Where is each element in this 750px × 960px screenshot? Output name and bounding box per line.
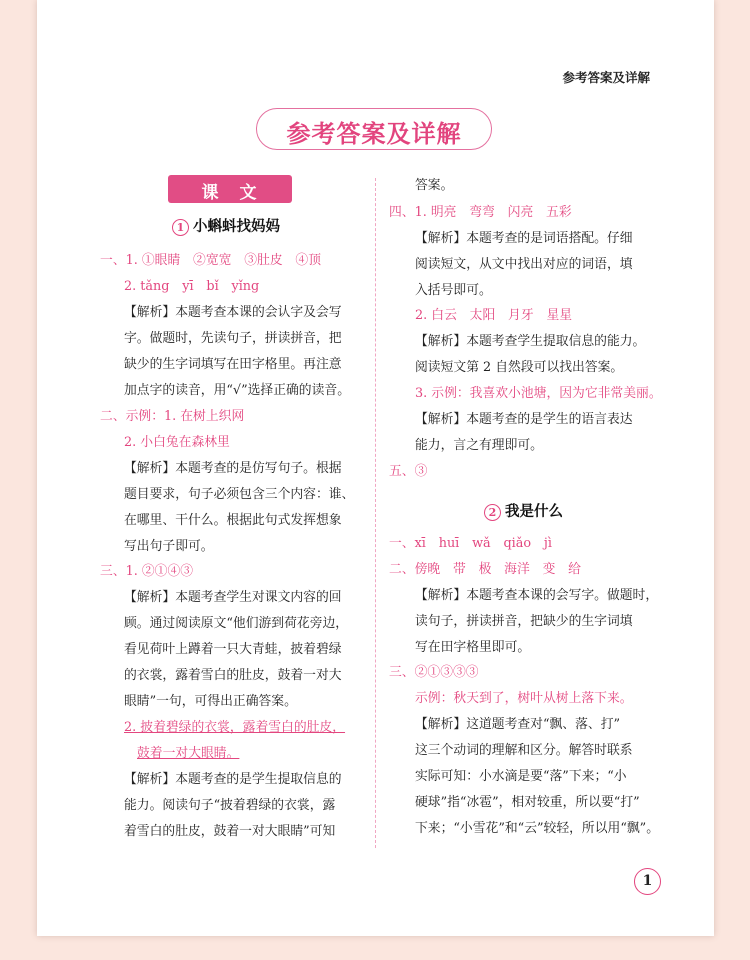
analysis-line: 阅读短文，从文中找出对应的词语，填 [415,257,633,272]
analysis-line: 【解析】本题考查的是仿写句子。根据 [124,461,342,476]
analysis-line: 题目要求，句子必须包含三个内容：谁、 [124,487,355,502]
analysis-line: 【解析】本题考查本课的会认字及会写 [124,305,342,320]
answer-line: 2. tǎng yī bǐ yǐng [124,279,260,294]
analysis-line: 入括号即可。 [415,283,492,298]
analysis-line: 看见荷叶上蹲着一只大青蛙，披着碧绿 [124,642,342,657]
lesson-1-heading [172,215,280,236]
analysis-line: 下来；“小雪花”和“云”较轻，所以用“飘”。 [415,821,660,836]
answer-line: 示例：秋天到了，树叶从树上落下来。 [415,691,633,706]
analysis-line: 实际可知：小水滴是要“落”下来；“小 [415,769,627,784]
answer-line: 3. 示例：我喜欢小池塘，因为它非常美丽。 [415,386,662,401]
answer-line: 四、1. 明亮 弯弯 闪亮 五彩 [389,205,572,220]
answer-line: 一、1. ①眼睛 ②宽宽 ③肚皮 ④顶 [100,253,322,268]
answer-line: 2. 白云 太阳 月牙 星星 [415,308,573,323]
lesson-1-title: 小蝌蚪找妈妈 [193,218,280,235]
analysis-line: 能力，言之有理即可。 [415,438,543,453]
section-tag-label: 课 文 [201,183,259,203]
analysis-line: 【解析】本题考查的是学生的语言表达 [415,412,633,427]
analysis-line: 【解析】本题考查学生对课文内容的回 [124,590,342,605]
title-frame [256,108,492,150]
section-tag [168,175,292,203]
answer-line: 三、②①③③③ [389,665,479,680]
analysis-line: 硬球”指“冰雹”，相对较重，所以要“打” [415,795,640,810]
analysis-line: 的衣裳，露着雪白的肚皮，鼓着一对大 [124,668,342,683]
lesson-2-number: 2 [484,504,501,521]
analysis-line: 【解析】本题考查本课的会写字。做题时， [415,588,659,603]
analysis-line: 这三个动词的理解和区分。解答时联系 [415,743,633,758]
lesson-2-heading [484,500,563,521]
answer-line: 三、1. ②①④③ [100,564,194,579]
analysis-line: 缺少的生字词填写在田字格里。再注意 [124,357,342,372]
analysis-line: 能力。阅读句子“披着碧绿的衣裳，露 [124,798,336,813]
lesson-1-number: 1 [172,219,189,236]
running-header: 参考答案及详解 [562,70,650,85]
page-number: 1 [634,868,661,895]
analysis-line: 在哪里、干什么。根据此句式发挥想象 [124,513,342,528]
analysis-line: 【解析】本题考查的是学生提取信息的 [124,772,342,787]
answer-line: 2. 小白兔在森林里 [124,435,230,450]
analysis-line: 着雪白的肚皮，鼓着一对大眼睛”可知 [124,824,336,839]
analysis-line: 加点字的读音，用“√”选择正确的读音。 [124,383,350,398]
analysis-line: 【解析】这道题考查对“飘、落、打” [415,717,621,732]
analysis-line: 【解析】本题考查学生提取信息的能力。 [415,334,646,349]
column-divider [375,178,376,848]
analysis-line: 顾。通过阅读原文“他们游到荷花旁边， [124,616,349,631]
analysis-line: 答案。 [415,178,454,193]
answer-line: 鼓着一对大眼睛。 [137,746,240,761]
answer-line: 二、示例：1. 在树上织网 [100,409,245,424]
lesson-2-title: 我是什么 [505,503,563,520]
answer-line: 二、傍晚 带 极 海洋 变 给 [389,562,581,577]
analysis-line: 字。做题时，先读句子，拼读拼音，把 [124,331,342,346]
answer-line: 2. 披着碧绿的衣裳，露着雪白的肚皮， [124,720,346,735]
analysis-line: 读句子，拼读拼音，把缺少的生字词填 [415,614,633,629]
answer-line: 一、xī huī wǎ qiǎo jì [389,536,552,551]
analysis-line: 写在田字格里即可。 [415,640,531,655]
analysis-line: 【解析】本题考查的是词语搭配。仔细 [415,231,633,246]
answer-line: 五、③ [389,464,428,479]
analysis-line: 眼睛”一句，可得出正确答案。 [124,694,297,709]
page [37,0,714,936]
analysis-line: 写出句子即可。 [124,539,214,554]
analysis-line: 阅读短文第 2 自然段可以找出答案。 [415,360,624,375]
page-title: 参考答案及详解 [286,119,462,148]
